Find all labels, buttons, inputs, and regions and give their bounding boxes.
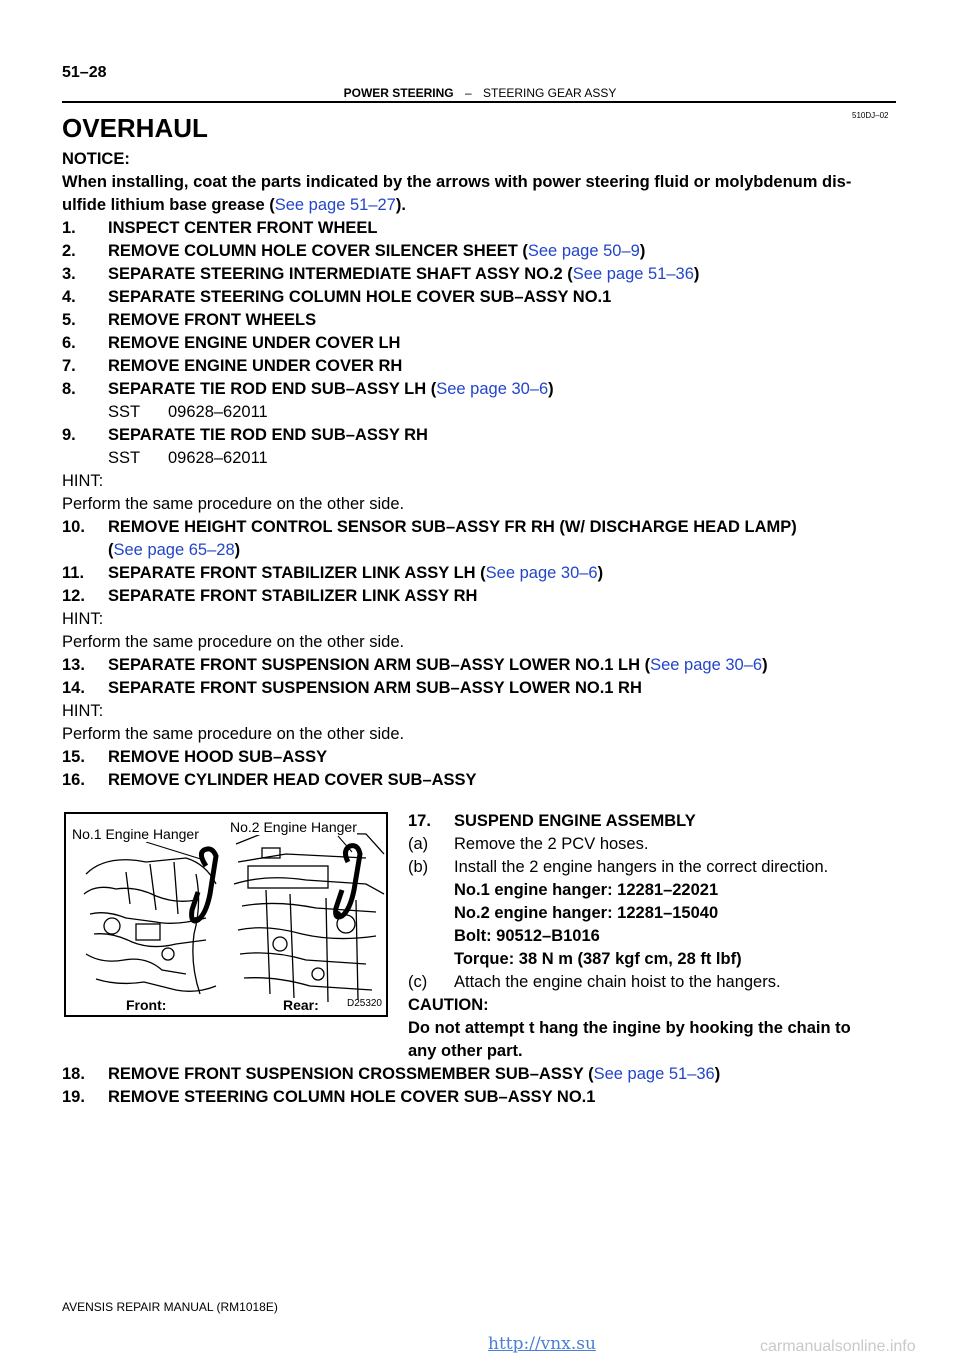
step-18: 18. REMOVE FRONT SUSPENSION CROSSMEMBER SUB–ASSY (See page 51–36): [62, 1065, 721, 1083]
step-17: 17. SUSPEND ENGINE ASSEMBLY: [408, 812, 696, 830]
engine-hanger-illustration: [64, 812, 388, 1017]
watermark-site: carmanualsonline.info: [760, 1338, 916, 1355]
header-rule: [62, 101, 896, 103]
doc-code: 510DJ–02: [852, 111, 889, 120]
notice-label: NOTICE:: [62, 150, 130, 168]
caution-label: CAUTION:: [408, 996, 489, 1014]
spec-torque: Torque: 38 N m (387 kgf cm, 28 ft lbf): [454, 950, 742, 968]
link-see-page-30-6[interactable]: See page 30–6: [485, 564, 598, 582]
header-subsection: STEERING GEAR ASSY: [483, 86, 617, 100]
step-4: 4. SEPARATE STEERING COLUMN HOLE COVER SUB–ASSY NO.1: [62, 288, 612, 306]
link-see-page-65-28[interactable]: See page 65–28: [113, 541, 235, 559]
header-section: POWER STEERING: [343, 86, 454, 100]
hint-3-label: HINT:: [62, 702, 104, 720]
hint-2-text: Perform the same procedure on the other side.: [62, 633, 405, 651]
footer-manual-id: AVENSIS REPAIR MANUAL (RM1018E): [62, 1300, 278, 1314]
step-12: 12. SEPARATE FRONT STABILIZER LINK ASSY RH: [62, 587, 478, 605]
page-number: 51–28: [62, 64, 107, 81]
spec-no1-hanger: No.1 engine hanger: 12281–22021: [454, 881, 719, 899]
hint-1-text: Perform the same procedure on the other side.: [62, 495, 405, 513]
engine-illustration-drawing: [66, 814, 388, 1017]
step-15: 15. REMOVE HOOD SUB–ASSY: [62, 748, 328, 766]
step-8: 8. SEPARATE TIE ROD END SUB–ASSY LH (See page 30–6): [62, 380, 554, 398]
caution-line-1: Do not attempt t hang the ingine by hooking the chain to: [408, 1019, 851, 1037]
hint-3-text: Perform the same procedure on the other side.: [62, 725, 405, 743]
step-1: 1. INSPECT CENTER FRONT WHEEL: [62, 219, 378, 237]
spec-bolt: Bolt: 90512–B1016: [454, 927, 600, 945]
step-10: 10. REMOVE HEIGHT CONTROL SENSOR SUB–ASSY FR RH (W/ DISCHARGE HEAD LAMP): [62, 518, 797, 536]
step-3: 3. SEPARATE STEERING INTERMEDIATE SHAFT ASSY NO.2 (See page 51–36): [62, 265, 700, 283]
hint-1-label: HINT:: [62, 472, 104, 490]
step-17b: (b) Install the 2 engine hangers in the correct direction.: [408, 858, 829, 876]
label-front: Front:: [126, 997, 167, 1013]
link-see-page-51-27[interactable]: See page 51–27: [274, 196, 396, 214]
label-no2-engine-hanger: No.2 Engine Hanger: [230, 819, 357, 835]
step-2: 2. REMOVE COLUMN HOLE COVER SILENCER SHEET (See page 50–9): [62, 242, 646, 260]
step-10-ref: (See page 65–28): [108, 541, 241, 559]
running-header: [0, 86, 960, 100]
step-17c: (c) Attach the engine chain hoist to the hangers.: [408, 973, 781, 991]
link-see-page-50-9[interactable]: See page 50–9: [527, 242, 640, 260]
step-6: 6. REMOVE ENGINE UNDER COVER LH: [62, 334, 401, 352]
figure-id: D25320: [346, 998, 382, 1009]
label-no1-engine-hanger: No.1 Engine Hanger: [72, 826, 199, 842]
step-13: 13. SEPARATE FRONT SUSPENSION ARM SUB–ASSY LOWER NO.1 LH (See page 30–6): [62, 656, 768, 674]
hint-2-label: HINT:: [62, 610, 104, 628]
step-11: 11. SEPARATE FRONT STABILIZER LINK ASSY LH (See page 30–6): [62, 564, 604, 582]
link-see-page-30-6[interactable]: See page 30–6: [650, 656, 763, 674]
label-rear: Rear:: [283, 997, 319, 1013]
step-16: 16. REMOVE CYLINDER HEAD COVER SUB–ASSY: [62, 771, 477, 789]
notice-line-1: When installing, coat the parts indicated by the arrows with power steering fluid or molybdenum dis-: [62, 173, 852, 191]
step-14: 14. SEPARATE FRONT SUSPENSION ARM SUB–ASSY LOWER NO.1 RH: [62, 679, 642, 697]
header-separator: –: [464, 86, 472, 100]
step-19: 19. REMOVE STEERING COLUMN HOLE COVER SUB–ASSY NO.1: [62, 1088, 596, 1106]
step-9-sst: SST 09628–62011: [108, 449, 268, 467]
link-see-page-51-36[interactable]: See page 51–36: [593, 1065, 715, 1083]
spec-no2-hanger: No.2 engine hanger: 12281–15040: [454, 904, 719, 922]
link-see-page-30-6[interactable]: See page 30–6: [436, 380, 549, 398]
link-see-page-51-36[interactable]: See page 51–36: [572, 265, 694, 283]
notice-line-2: ulfide lithium base grease (See page 51–27).: [62, 196, 406, 214]
step-7: 7. REMOVE ENGINE UNDER COVER RH: [62, 357, 403, 375]
watermark-link[interactable]: http://vnx.su: [488, 1334, 596, 1354]
step-5: 5. REMOVE FRONT WHEELS: [62, 311, 317, 329]
step-17a: (a) Remove the 2 PCV hoses.: [408, 835, 649, 853]
step-8-sst: SST 09628–62011: [108, 403, 268, 421]
page-title: OVERHAUL: [62, 113, 208, 143]
caution-line-2: any other part.: [408, 1042, 523, 1060]
step-9: 9. SEPARATE TIE ROD END SUB–ASSY RH: [62, 426, 428, 444]
